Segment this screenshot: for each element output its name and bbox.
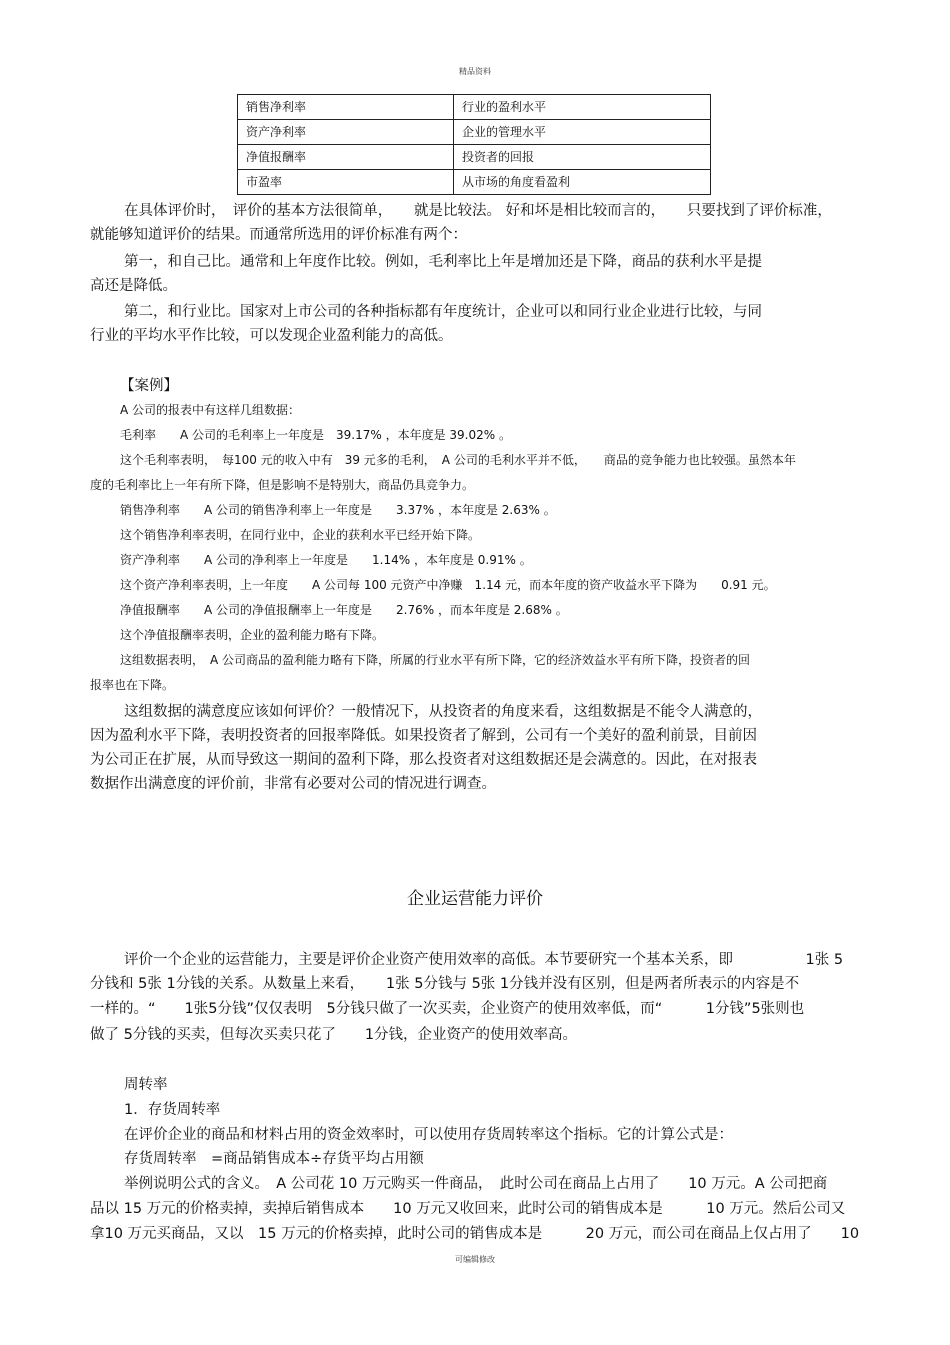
paragraph-line: 在具体评价时， 评价的基本方法很简单， 就是比较法。 好和坏是相比较而言的， 只要找到了评价标准， [124, 203, 832, 219]
table-cell: 从市场的角度看盈利 [454, 170, 711, 195]
table-cell: 资产净利率 [238, 120, 454, 145]
case-line: 这个毛利率表明， 每100 元的收入中有 39 元多的毛利， A 公司的毛利水平并不低， 商品的竞争能力也比较强。虽然本年 [120, 453, 796, 467]
case-line: 这个销售净利率表明，在同行业中，企业的获利水平已经开始下降。 [120, 528, 481, 542]
case-line: 资产净利率 A 公司的净利率上一年度是 1.14% ，本年度是 0.91% 。 [120, 553, 532, 567]
case-line: 毛利率 A 公司的毛利率上一年度是 39.17% ，本年度是 39.02% 。 [120, 428, 511, 442]
subheading: 1．存货周转率 [124, 1102, 221, 1118]
section-title: 企业运营能力评价 [407, 889, 543, 909]
table-row [238, 95, 711, 120]
table-cell: 企业的管理水平 [454, 120, 711, 145]
paragraph-line: 在评价企业的商品和材料占用的资金效率时，可以使用存货周转率这个指标。它的计算公式是： [124, 1127, 733, 1143]
paragraph-line: 数据作出满意度的评价前，非常有必要对公司的情况进行调查。 [90, 776, 496, 792]
page-footer: 可编辑修改 [455, 1255, 495, 1264]
paragraph-line: 就能够知道评价的结果。而通常所选用的评价标准有两个： [90, 227, 467, 243]
paragraph-line: 举例说明公式的含义。 A 公司花 10 万元购买一件商品， 此时公司在商品上占用了 10 万元。A 公司把商 [124, 1176, 828, 1192]
case-line: 这个资产净利率表明，上一年度 A 公司每 100 元资产中净赚 1.14 元，而本年度的资产收益水平下降为 0.91 元。 [120, 578, 776, 592]
paragraph-line: 评价一个企业的运营能力，主要是评价企业资产使用效率的高低。本节要研究一个基本关系，即 1张 5 [124, 952, 844, 968]
case-line: A 公司的报表中有这样几组数据： [120, 403, 301, 417]
paragraph-line: 分钱和 5张 1分钱的关系。从数量上来看， 1张 5分钱与 5张 1分钱并没有区别，但是两者所表示的内容是不 [90, 976, 800, 992]
table-cell: 市盈率 [238, 170, 454, 195]
paragraph-line: 这组数据的满意度应该如何评价？一般情况下，从投资者的角度来看，这组数据是不能令人满意的， [124, 704, 762, 720]
table-row [238, 170, 711, 195]
paragraph-line: 因为盈利水平下降，表明投资者的回报率降低。如果投资者了解到，公司有一个美好的盈利前景，目前因 [90, 728, 757, 744]
table-cell: 投资者的回报 [454, 145, 711, 170]
subheading: 周转率 [124, 1077, 168, 1093]
table-row [238, 120, 711, 145]
paragraph-line: 拿10 万元买商品，又以 15 万元的价格卖掉，此时公司的销售成本是 20 万元，而公司在商品上仅占用了 10 [90, 1226, 860, 1242]
table-row [238, 145, 711, 170]
case-heading: 【案例】 [120, 378, 178, 394]
formula-line: 存货周转率 =商品销售成本÷存货平均占用额 [124, 1151, 424, 1167]
paragraph-line: 为公司正在扩展，从而导致这一期间的盈利下降，那么投资者对这组数据还是会满意的。因此，在对报表 [90, 752, 757, 768]
table-cell: 销售净利率 [238, 95, 454, 120]
paragraph-line: 品以 15 万元的价格卖掉，卖掉后销售成本 10 万元又收回来，此时公司的销售成本是 10 万元。然后公司又 [90, 1201, 846, 1217]
case-line: 度的毛利率比上一年有所下降，但是影响不是特别大，商品仍具竞争力。 [90, 478, 475, 492]
page-header: 精品资料 [459, 67, 491, 76]
paragraph-line: 第二，和行业比。国家对上市公司的各种指标都有年度统计，企业可以和同行业企业进行比较，与同 [124, 304, 762, 320]
case-line: 销售净利率 A 公司的销售净利率上一年度是 3.37% ，本年度是 2.63% 。 [120, 503, 556, 517]
table-cell: 净值报酬率 [238, 145, 454, 170]
case-line: 报率也在下降。 [90, 678, 175, 692]
case-line: 这个净值报酬率表明，企业的盈利能力略有下降。 [120, 628, 385, 642]
paragraph-line: 行业的平均水平作比较，可以发现企业盈利能力的高低。 [90, 328, 453, 344]
paragraph-line: 一样的。“ 1张5分钱”仅仅表明 5分钱只做了一次买卖，企业资产的使用效率低，而“ 1分钱”5张则也 [90, 1001, 805, 1017]
table-cell: 行业的盈利水平 [454, 95, 711, 120]
paragraph-line: 第一，和自己比。通常和上年度作比较。例如，毛利率比上年是增加还是下降，商品的获利水平是提 [124, 254, 762, 270]
ratio-table [237, 94, 711, 195]
paragraph-line: 做了 5分钱的买卖，但每次买卖只花了 1分钱，企业资产的使用效率高。 [90, 1027, 578, 1043]
paragraph-line: 高还是降低。 [90, 278, 177, 294]
case-line: 净值报酬率 A 公司的净值报酬率上一年度是 2.76% ，而本年度是 2.68% 。 [120, 603, 568, 617]
case-line: 这组数据表明， A 公司商品的盈利能力略有下降，所属的行业水平有所下降，它的经济效益水平有所下降，投资者的回 [120, 653, 751, 667]
